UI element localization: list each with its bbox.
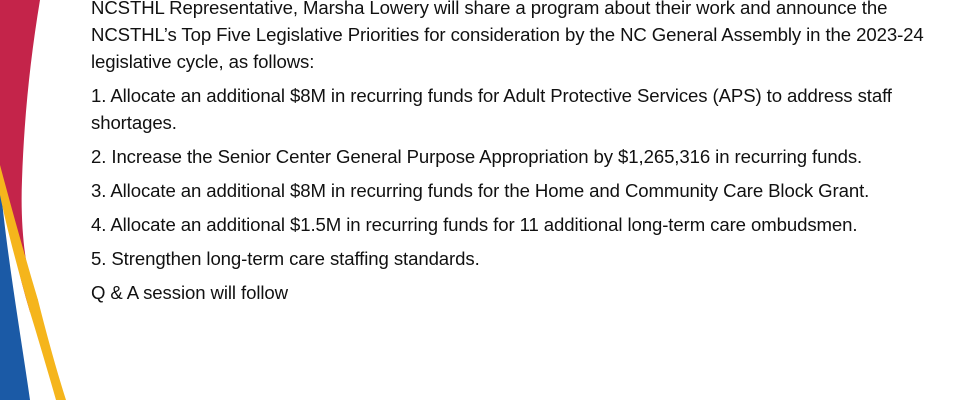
priority-item-5: 5. Strengthen long-term care staffing standards. [91, 248, 480, 269]
priority-item-3: 3. Allocate an additional $8M in recurring funds for the Home and Community Care Block Grant. [91, 180, 870, 201]
priority-item-1: 1. Allocate an additional $8M in recurring funds for Adult Protective Services (APS) to address staff shortages. [91, 85, 892, 133]
priority-item-2: 2. Increase the Senior Center General Purpose Appropriation by $1,265,316 in recurring funds. [91, 146, 863, 167]
decorative-side-band [0, 0, 90, 400]
closing-note: Q & A session will follow [91, 282, 288, 303]
priority-item-4: 4. Allocate an additional $1.5M in recurring funds for 11 additional long-term care ombudsmen. [91, 214, 858, 235]
document-body [91, 0, 951, 306]
intro-paragraph: NCSTHL Representative, Marsha Lowery will share a program about their work and announce the NCSTHL’s Top Five Legislative Priorities for consideration by the NC General Assembly in the 2023-24 legislative cycle, as follows: [91, 0, 924, 72]
